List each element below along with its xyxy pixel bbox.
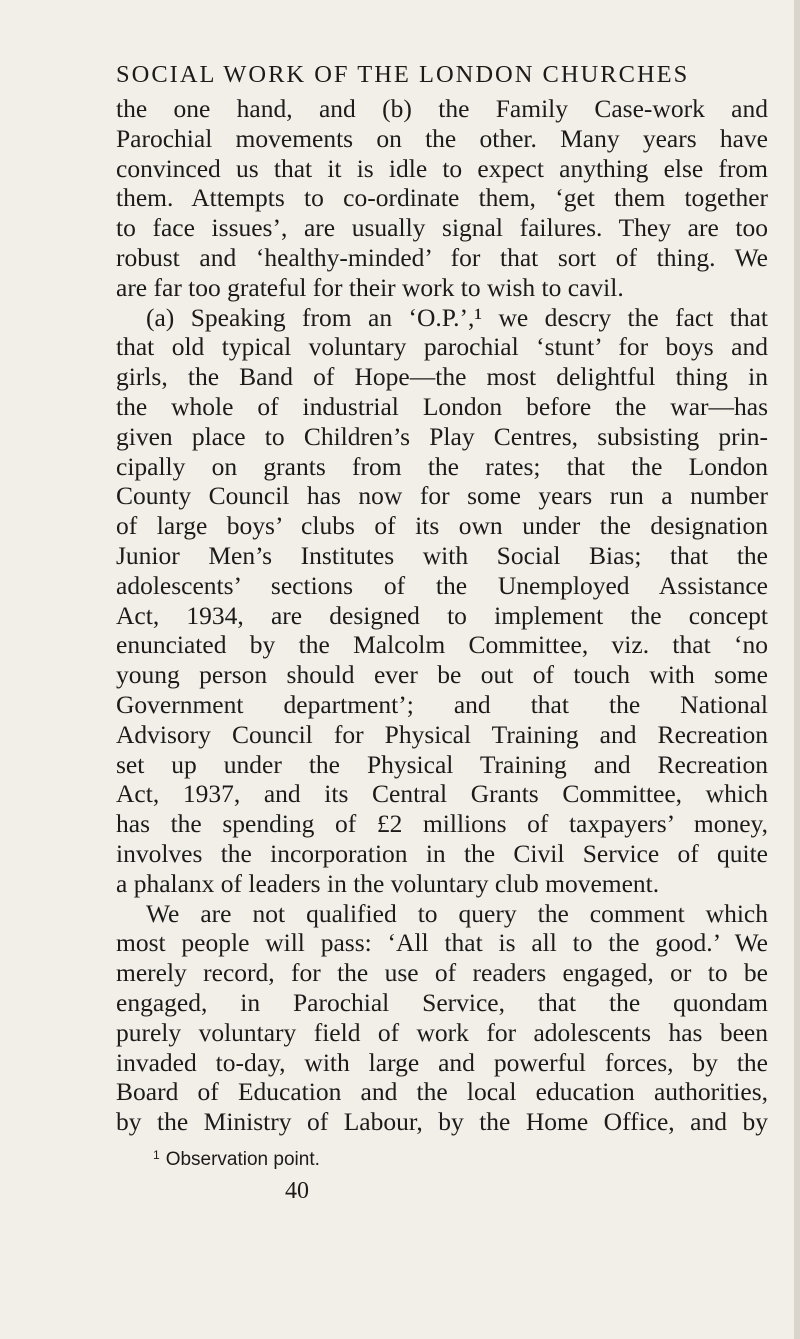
text-line: the whole of industrial London before the war—has: [116, 391, 768, 421]
text-line: a phalanx of leaders in the voluntary club movement.: [116, 868, 660, 898]
text-line: engaged, in Parochial Service, that the quondam: [116, 987, 768, 1017]
text-line: robust and ‘healthy-minded’ for that sort of thing. We: [116, 242, 768, 272]
text-line: enunciated by the Malcolm Committee, viz. that ‘no: [116, 630, 768, 660]
text-line: set up under the Physical Training and Recreation: [116, 749, 768, 779]
text-line: to face issues’, are usually signal failures. They are too: [116, 213, 768, 243]
text-line: invaded to-day, with large and powerful forces, by the: [116, 1047, 768, 1077]
text-line: Act, 1937, and its Central Grants Committee, which: [116, 779, 768, 809]
text-line: convinced us that it is idle to expect anything else from: [116, 153, 768, 183]
text-line: girls, the Band of Hope—the most delightful thing in: [116, 362, 768, 392]
text-line: given place to Children’s Play Centres, subsisting prin-: [116, 421, 768, 451]
text-line: cipally on grants from the rates; that the London: [116, 451, 768, 481]
text-line: merely record, for the use of readers engaged, or to be: [116, 958, 768, 988]
text-line: involves the incorporation in the Civil Service of quite: [116, 838, 768, 868]
page-edge: [794, 0, 800, 1339]
text-line: that old typical voluntary parochial ‘stunt’ for boys and: [116, 332, 768, 362]
text-line: (a) Speaking from an ‘O.P.’,¹ we descry the fact that: [146, 302, 768, 332]
text-line: most people will pass: ‘All that is all to the good.’ We: [116, 928, 768, 958]
footnote-text: Observation point.: [165, 1148, 320, 1170]
text-line: Board of Education and the local education authorities,: [116, 1077, 768, 1107]
text-line: are far too grateful for their work to wish to cavil.: [116, 272, 624, 302]
text-line: of large boys’ clubs of its own under the designation: [116, 511, 768, 541]
text-line: We are not qualified to query the comment which: [146, 898, 768, 928]
body-text: [116, 94, 768, 1137]
page-number: 40: [285, 1177, 309, 1204]
text-line: by the Ministry of Labour, by the Home Office, and by: [116, 1107, 768, 1137]
text-line: Government department’; and that the National: [116, 689, 768, 719]
text-line: Parochial movements on the other. Many years have: [116, 123, 768, 153]
text-line: Act, 1934, are designed to implement the concept: [116, 600, 768, 630]
text-line: adolescents’ sections of the Unemployed Assistance: [116, 570, 768, 600]
text-line: young person should ever be out of touch with some: [116, 660, 768, 690]
text-line: Junior Men’s Institutes with Social Bias; that the: [116, 540, 768, 570]
text-line: the one hand, and (b) the Family Case-work and: [116, 94, 768, 123]
footnote: [116, 1141, 768, 1174]
text-line: them. Attempts to co-ordinate them, ‘get them together: [116, 183, 768, 213]
text-line: County Council has now for some years run a number: [116, 481, 768, 511]
book-page: [116, 58, 768, 1205]
text-line: Advisory Council for Physical Training and Recreation: [116, 719, 768, 749]
text-line: has the spending of £2 millions of taxpayers’ money,: [116, 809, 768, 839]
running-head: SOCIAL WORK OF THE LONDON CHURCHES: [116, 61, 690, 88]
text-line: purely voluntary field of work for adolescents has been: [116, 1017, 768, 1047]
footnote-marker: 1: [153, 1147, 160, 1162]
